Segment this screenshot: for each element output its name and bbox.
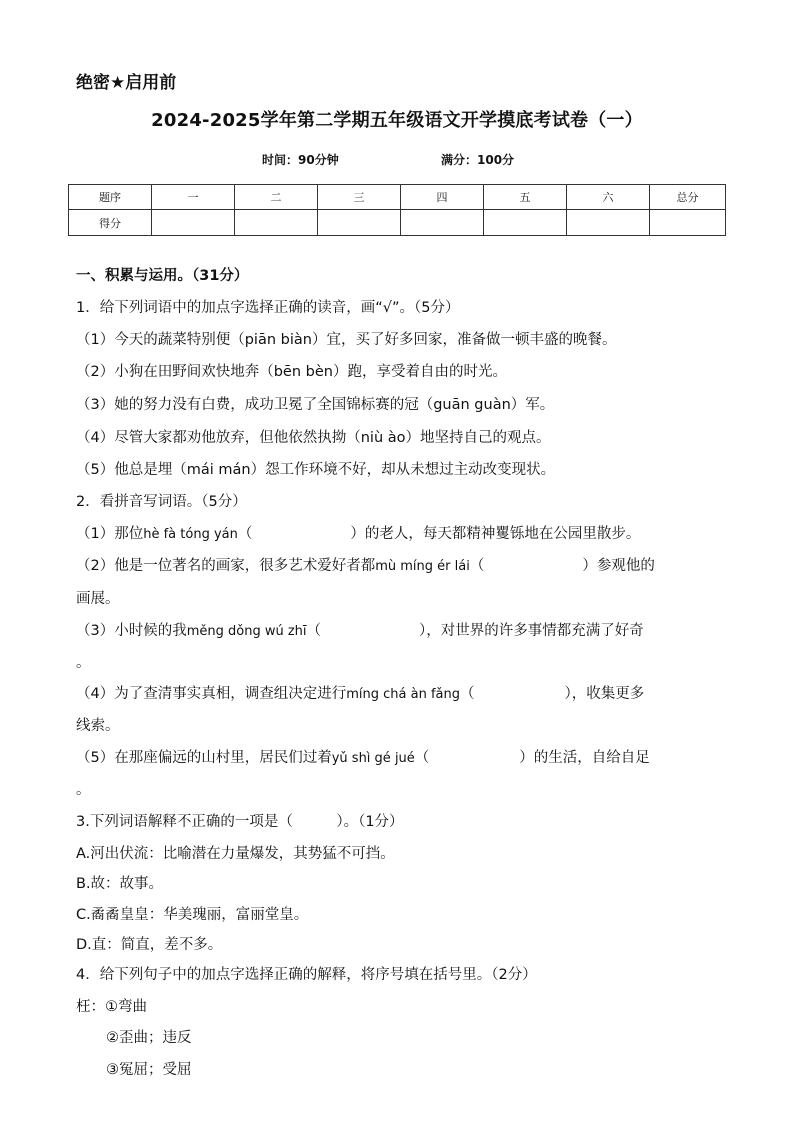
score-header-cell: 三 xyxy=(318,185,401,210)
question-2-item xyxy=(76,746,650,767)
score-cell[interactable] xyxy=(318,210,401,236)
score-header-cell: 总分 xyxy=(650,185,726,210)
pinyin-prompt: hè fà tóng yán xyxy=(143,527,238,542)
question-1-item: （5）他总是埋（mái mán）怨工作环境不好，却从未想过主动改变现状。 xyxy=(76,462,556,478)
item-continuation: 画展。 xyxy=(76,591,120,607)
option-c: C.矞矞皇皇：华美瑰丽，富丽堂皇。 xyxy=(76,907,309,923)
answer-blank[interactable]: （ ） xyxy=(460,686,572,702)
answer-blank[interactable]: （ ） xyxy=(469,558,597,574)
item-text: 的生活，自给自足 xyxy=(533,750,650,766)
item-text: （3）小时候的我 xyxy=(76,623,187,639)
item-text: ，对世界的许多事情都充满了好奇 xyxy=(426,623,644,639)
option-a: A.河出伏流：比喻潜在力量爆发，其势猛不可挡。 xyxy=(76,846,395,862)
answer-blank[interactable]: （ ） xyxy=(306,623,427,639)
exam-time: 时间：90分钟 xyxy=(262,153,339,167)
score-header-cell: 四 xyxy=(401,185,484,210)
question-1-item: （4）尽管大家都劝他放弃，但他依然执拗（niù ào）地坚持自己的观点。 xyxy=(76,430,551,446)
answer-blank[interactable]: （ ） xyxy=(237,526,365,542)
question-4-stem: 4．给下列句子中的加点字选择正确的解释，将序号填在括号里。（2分） xyxy=(76,967,537,983)
score-row-label: 得分 xyxy=(69,210,152,236)
item-text: 参观他的 xyxy=(596,558,655,574)
option-b: B.故：故事。 xyxy=(76,876,164,892)
word-definition: 枉：①弯曲 xyxy=(76,999,147,1015)
question-2-item xyxy=(76,554,655,575)
item-text: （2）他是一位著名的画家，很多艺术爱好者都 xyxy=(76,558,376,574)
confidential-label: 绝密★启用前 xyxy=(76,73,177,93)
question-2-item xyxy=(76,522,640,543)
question-1-item: （1）今天的蔬菜特别便（piān biàn）宜，买了好多回家，准备做一顿丰盛的晚餐。 xyxy=(76,332,617,348)
score-cell[interactable] xyxy=(401,210,484,236)
score-table-header-row xyxy=(69,185,726,210)
question-1-stem: 1．给下列词语中的加点字选择正确的读音，画“√”。（5分） xyxy=(76,300,460,316)
item-text: （1）那位 xyxy=(76,526,144,542)
score-cell[interactable] xyxy=(484,210,567,236)
score-table xyxy=(68,184,726,236)
item-continuation: 。 xyxy=(76,782,91,798)
pinyin-prompt: mù míng ér lái xyxy=(375,559,470,574)
question-1-item: （3）她的努力没有白费，成功卫冕了全国锦标赛的冠（guān guàn）军。 xyxy=(76,397,555,413)
score-header-cell: 六 xyxy=(567,185,650,210)
section-heading: 一、积累与运用。（31分） xyxy=(76,268,249,284)
option-d: D.直：简直，差不多。 xyxy=(76,937,223,953)
word-definition: ②歪曲；违反 xyxy=(106,1030,192,1046)
exam-title: 2024-2025学年第二学期五年级语文开学摸底考试卷（一） xyxy=(151,110,643,131)
pinyin-prompt: měng dǒng wú zhī xyxy=(186,624,307,639)
pinyin-prompt: yǔ shì gé jué xyxy=(331,751,415,766)
exam-full-score: 满分：100分 xyxy=(441,153,515,167)
question-1-item: （2）小狗在田野间欢快地奔（bēn bèn）跑，享受着自由的时光。 xyxy=(76,364,507,380)
score-header-cell: 五 xyxy=(484,185,567,210)
score-header-cell: 题序 xyxy=(69,185,152,210)
word-definition: ③冤屈；受屈 xyxy=(106,1062,192,1078)
score-table-score-row xyxy=(69,210,726,236)
pinyin-prompt: míng chá àn fǎng xyxy=(346,687,460,702)
score-cell[interactable] xyxy=(567,210,650,236)
score-cell[interactable] xyxy=(152,210,235,236)
question-2-stem: 2．看拼音写词语。（5分） xyxy=(76,494,247,510)
score-header-cell: 二 xyxy=(235,185,318,210)
item-text: ，收集更多 xyxy=(571,686,645,702)
question-2-item xyxy=(76,619,644,640)
answer-blank[interactable]: （ ） xyxy=(414,750,534,766)
item-continuation: 。 xyxy=(76,655,91,671)
score-header-cell: 一 xyxy=(152,185,235,210)
question-2-item xyxy=(76,682,644,703)
item-continuation: 线索。 xyxy=(76,718,120,734)
score-cell[interactable] xyxy=(235,210,318,236)
item-text: 的老人，每天都精神矍铄地在公园里散步。 xyxy=(364,526,641,542)
item-text: （4）为了查清事实真相，调查组决定进行 xyxy=(76,686,347,702)
item-text: （5）在那座偏远的山村里，居民们过着 xyxy=(76,750,332,766)
score-cell[interactable] xyxy=(650,210,726,236)
question-3-stem: 3.下列词语解释不正确的一项是（ ）。（1分） xyxy=(76,814,404,830)
